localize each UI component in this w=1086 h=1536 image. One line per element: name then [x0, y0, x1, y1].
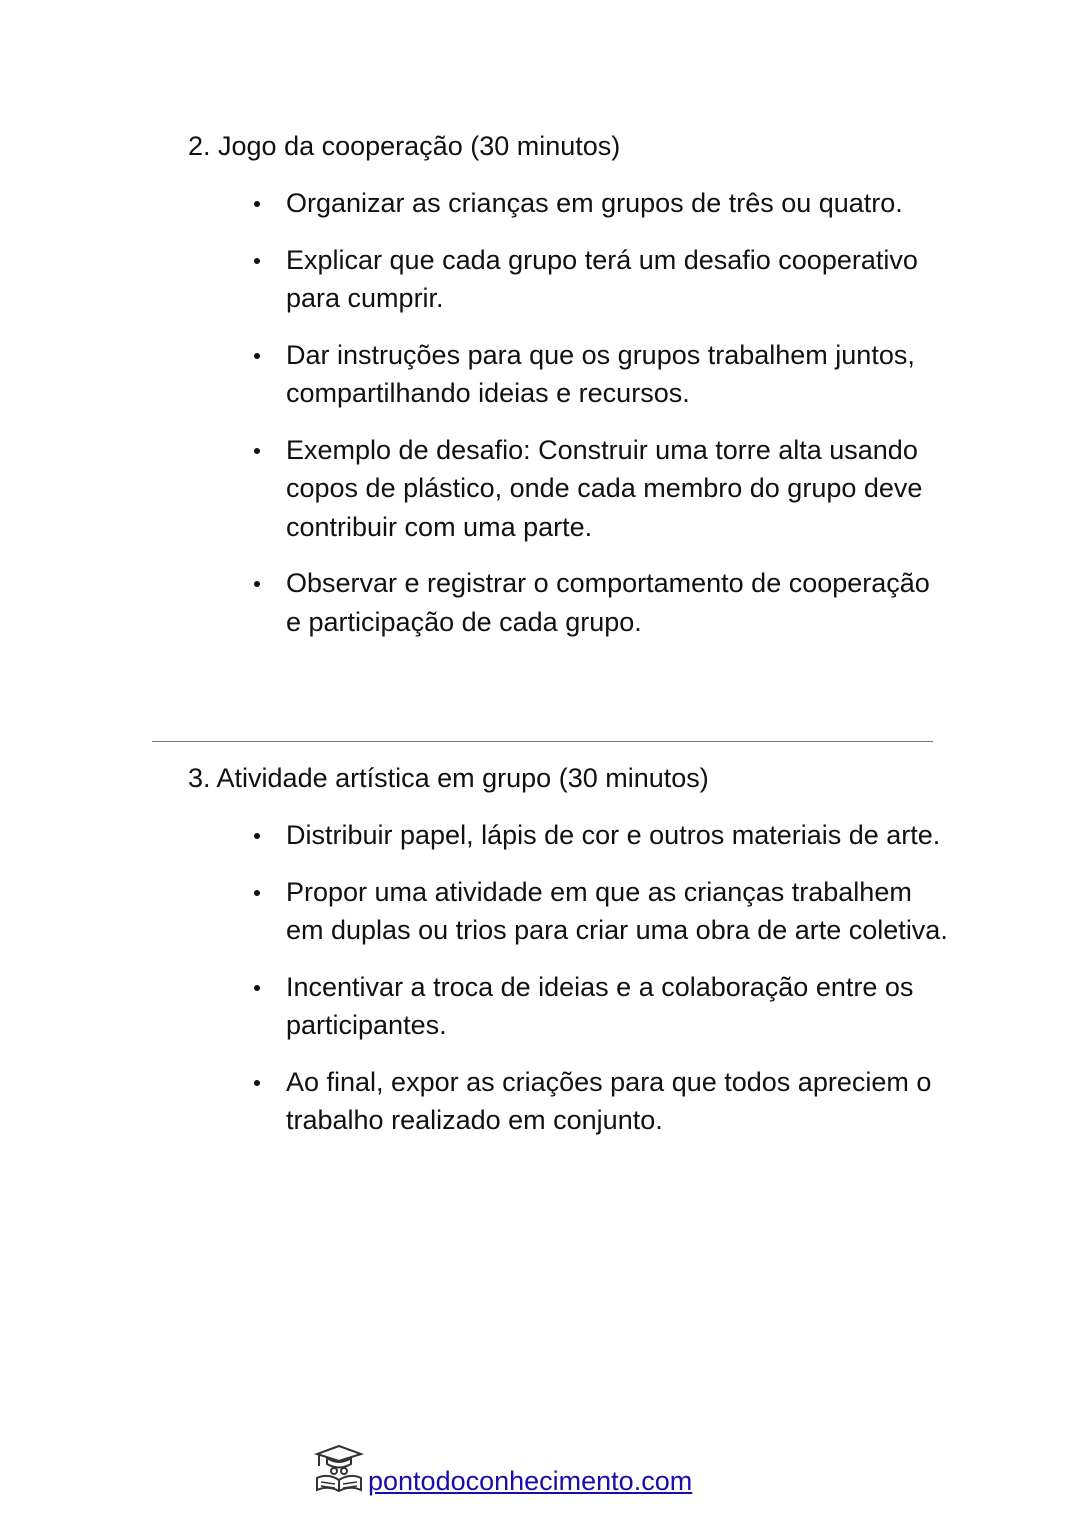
list-item: Propor uma atividade em que as crianças trabalhem em duplas ou trios para criar uma obra de arte coletiva.: [252, 873, 952, 950]
graduation-book-icon: [313, 1444, 365, 1497]
section-3-list: [252, 816, 952, 1158]
bullet-icon: [254, 1080, 260, 1086]
section-2-title: 2. Jogo da cooperação (30 minutos): [188, 131, 621, 161]
list-item: Dar instruções para que os grupos trabalhem juntos, compartilhando ideias e recursos.: [252, 336, 952, 413]
list-item: Exemplo de desafio: Construir uma torre alta usando copos de plástico, onde cada membro do grupo deve contribuir com uma parte.: [252, 431, 952, 547]
footer: [313, 1444, 692, 1497]
list-item: Distribuir papel, lápis de cor e outros materiais de arte.: [252, 816, 952, 855]
horizontal-divider: [152, 741, 933, 742]
list-item: Incentivar a troca de ideias e a colaboração entre os participantes.: [252, 968, 952, 1045]
bullet-icon: [254, 448, 260, 454]
bullet-icon: [254, 833, 260, 839]
bullet-icon: [254, 985, 260, 991]
bullet-icon: [254, 353, 260, 359]
list-item: Ao final, expor as criações para que todos apreciem o trabalho realizado em conjunto.: [252, 1063, 952, 1140]
list-item: Explicar que cada grupo terá um desafio cooperativo para cumprir.: [252, 241, 952, 318]
section-2-list: [252, 184, 952, 659]
list-item: Organizar as crianças em grupos de três ou quatro.: [252, 184, 952, 223]
list-item: Observar e registrar o comportamento de cooperação e participação de cada grupo.: [252, 564, 952, 641]
bullet-icon: [254, 201, 260, 207]
bullet-icon: [254, 890, 260, 896]
site-link[interactable]: pontodoconhecimento.com: [368, 1466, 693, 1496]
bullet-icon: [254, 581, 260, 587]
section-3-title: 3. Atividade artística em grupo (30 minutos): [188, 763, 709, 793]
bullet-icon: [254, 258, 260, 264]
